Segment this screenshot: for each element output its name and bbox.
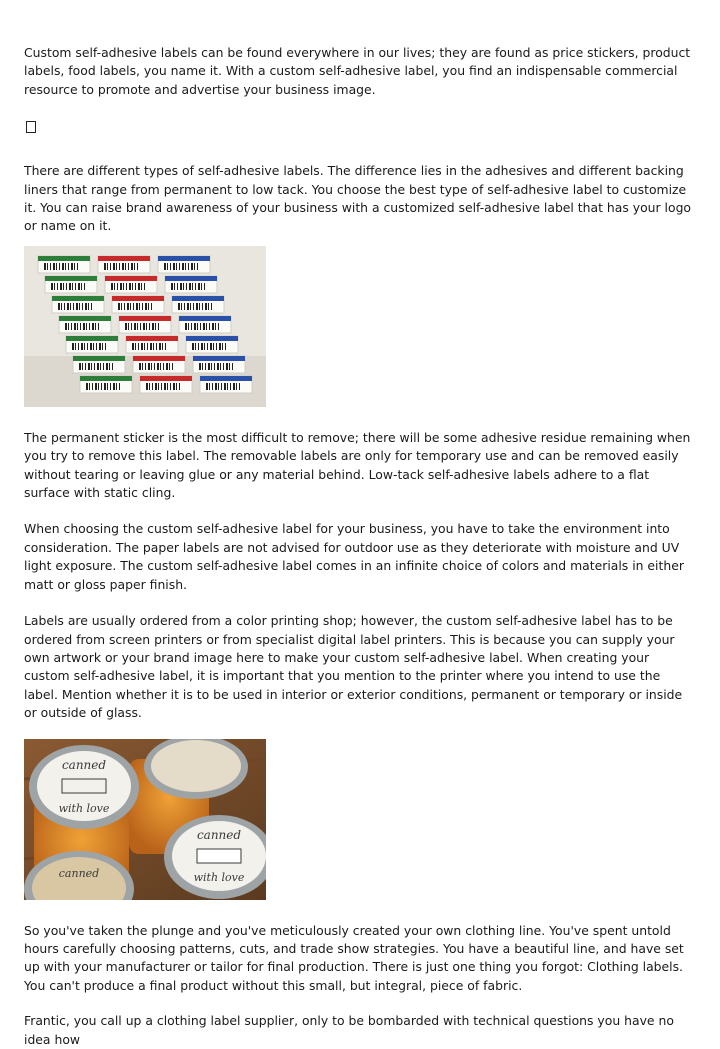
barcode-labels-photo (24, 246, 266, 407)
paragraph-label-supplier: Frantic, you call up a clothing label supplier, only to be bombarded with technical questions you have no idea how (24, 1013, 674, 1047)
barcode-label (98, 256, 150, 273)
barcode-label (158, 256, 210, 273)
paragraph-permanent: The permanent sticker is the most difficult to remove; there will be some adhesive residue remaining when you try to remove this label. The removable labels are only for temporary use and can be removed easily without tearing or leaving glue or any material behind. Low-tack self-adhesive labels adhere to a flat surface with static cling. (24, 429, 691, 501)
barcode-label (45, 276, 97, 293)
barcode-label (126, 336, 178, 353)
paragraph-types: There are different types of self-adhesive labels. The difference lies in the adhesives and different backing liners that range from permanent to low tack. You choose the best type of self-adhesive label to customize it. You can raise brand awareness of your business with a customized self-adhesive label that has your logo or name on it. (24, 163, 692, 234)
barcode-label (52, 296, 104, 313)
barcode-label (119, 316, 171, 333)
barcode-label (186, 336, 238, 353)
barcode-label (140, 376, 192, 393)
article-body (24, 44, 696, 1049)
jar-label-bottom-text-2: with love (193, 870, 245, 884)
barcode-label (133, 356, 185, 373)
barcode-label (73, 356, 125, 373)
jar-label-top-text-2: canned (196, 827, 242, 842)
barcode-label (172, 296, 224, 313)
barcode-label (66, 336, 118, 353)
paragraph-environment: When choosing the custom self-adhesive label for your business, you have to take the environment into consideration. The paper labels are not advised for outdoor use as they deteriorate with moisture and UV light exposure. The custom self-adhesive label comes in an infinite choice of colors and materials in either matt or gloss paper finish. (24, 521, 684, 592)
jar-label-top-text-3: canned (58, 866, 100, 880)
jar-label-top-text: canned (61, 757, 107, 772)
barcode-label (105, 276, 157, 293)
barcode-label (165, 276, 217, 293)
paragraph-ordering: Labels are usually ordered from a color printing shop; however, the custom self-adhesive label has to be ordered from screen printers or from specialist digital label printers. This is because you can supply your own artwork or your brand image here to make your custom self-adhesive label. When creating your custom self-adhesive label, it is important that you mention to the printer where you intend to use the label. Mention whether it is to be used in interior or exterior conditions, permanent or temporary or inside or outside of glass. (24, 613, 683, 721)
barcode-label (80, 376, 132, 393)
barcode-label (179, 316, 231, 333)
jar-label-bottom-text: with love (58, 801, 110, 815)
missing-character-icon (26, 121, 36, 133)
canned-jars-photo (24, 739, 266, 900)
barcode-label (193, 356, 245, 373)
paragraph-clothing-line: So you've taken the plunge and you've meticulously created your own clothing line. You've spent untold hours carefully choosing patterns, cuts, and trade show strategies. You have a beautiful line, and have set up with your manufacturer or tailor for final production. There is just one thing you forgot: Clothing labels. You can't produce a final product without this small, but integral, piece of fabric. (24, 922, 684, 993)
barcode-label (200, 376, 252, 393)
barcode-label (38, 256, 90, 273)
barcode-label (59, 316, 111, 333)
paragraph-intro: Custom self-adhesive labels can be found everywhere in our lives; they are found as price stickers, product labels, food labels, you name it. With a custom self-adhesive label, you find an indispensable commercial resource to promote and advertise your business image. (24, 45, 691, 97)
barcode-label (112, 296, 164, 313)
